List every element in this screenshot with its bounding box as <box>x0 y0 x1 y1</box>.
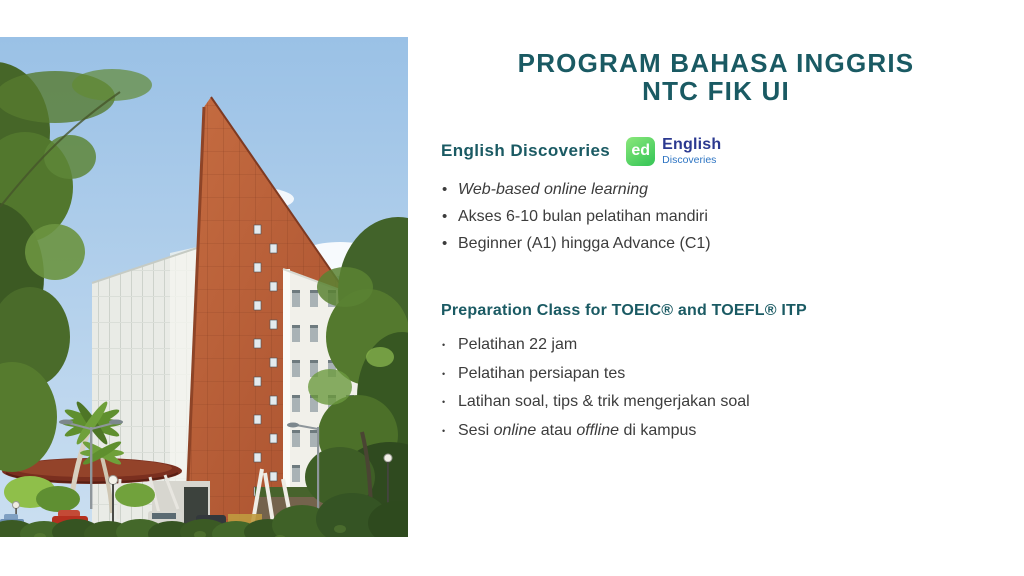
list-item <box>441 234 1024 253</box>
list-item-text: Pelatihan 22 jam <box>458 336 578 353</box>
list-item-text: Sesi <box>458 421 494 439</box>
campus-photo-art <box>0 37 408 537</box>
english-discoveries-header <box>441 135 1024 167</box>
list-item-text: Web-based online learning <box>458 181 649 198</box>
list-item-text: di kampus <box>619 421 697 439</box>
list-item <box>441 180 1024 199</box>
ed-logo-icon: ed <box>626 137 655 166</box>
english-discoveries-heading: English Discoveries <box>441 141 611 160</box>
english-discoveries-list <box>441 180 1024 253</box>
list-item <box>441 335 1024 354</box>
list-item <box>441 364 1024 383</box>
prep-class-list <box>441 335 1024 440</box>
list-item <box>441 207 1024 226</box>
prep-class-heading: Preparation Class for TOEIC® and TOEFL® ITP <box>441 302 807 319</box>
list-item-text: Akses 6-10 bulan pelatihan mandiri <box>458 208 708 225</box>
page-title <box>408 49 1024 105</box>
list-item-text: Beginner (A1) hingga Advance (C1) <box>458 235 711 252</box>
ed-logo-wordmark <box>662 137 721 166</box>
list-item-text: Pelatihan persiapan tes <box>458 364 626 382</box>
list-item-text-italic: online <box>493 421 537 439</box>
title-line-2: NTC FIK UI <box>642 76 790 106</box>
list-item <box>441 392 1024 411</box>
english-discoveries-logo <box>626 137 721 166</box>
campus-photo <box>0 37 408 537</box>
list-item-text-italic: offline <box>576 421 620 439</box>
ed-logo-subname: Discoveries <box>662 153 717 166</box>
ed-logo-name: English <box>662 135 722 153</box>
title-line-1: PROGRAM BAHASA INGGRIS <box>517 48 915 78</box>
list-item-text: Latihan soal, tips & trik mengerjakan soal <box>458 393 750 410</box>
list-item <box>441 421 1024 440</box>
list-item-text: atau <box>536 421 577 439</box>
slide-content <box>408 0 1024 576</box>
